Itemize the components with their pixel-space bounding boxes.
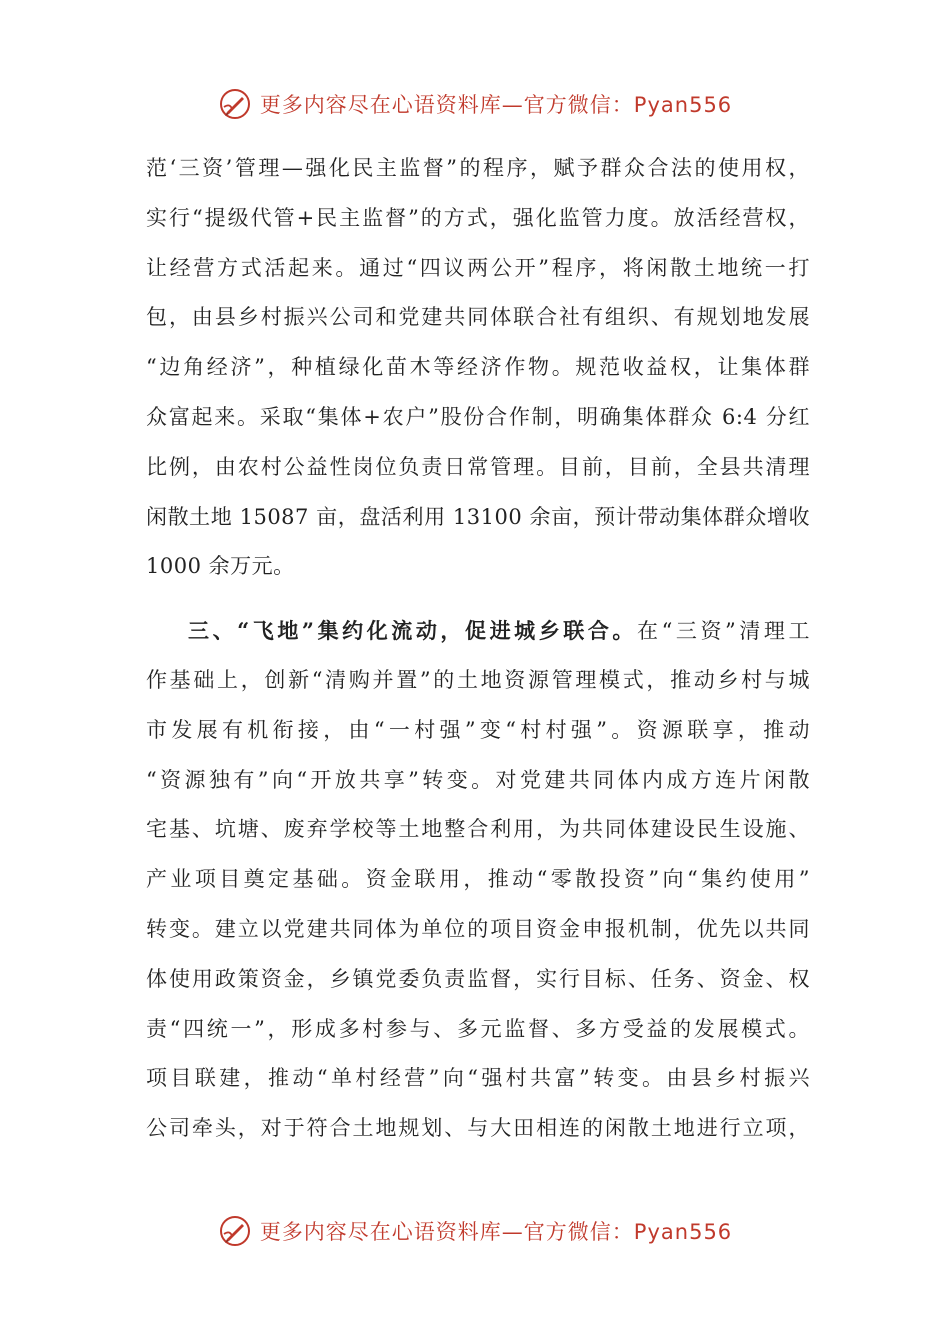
footer-banner	[0, 1211, 950, 1251]
paragraph-2-line: 作基础上，创新“清购并置”的土地资源管理模式，推动乡村与城	[146, 667, 810, 692]
paragraph-2	[146, 606, 810, 1154]
paragraph-1-line: 包，由县乡村振兴公司和党建共同体联合社有组织、有规划地发展	[146, 305, 810, 330]
header-banner-text: 更多内容尽在心语资料库—官方微信：Pyan556	[259, 93, 733, 117]
document-body	[146, 144, 810, 1154]
paragraph-2-first-line	[146, 606, 810, 656]
paragraph-2-first-line-text: 在“三资”清理工	[637, 619, 810, 644]
paragraph-1-line: 范‘三资’管理—强化民主监督”的程序，赋予群众合法的使用权，	[146, 156, 810, 180]
paragraph-2-line: 宅基、坑塘、废弃学校等土地整合利用，为共同体建设民生设施、	[146, 817, 810, 842]
pen-logo-icon	[218, 1214, 252, 1248]
header-banner	[0, 84, 950, 124]
paragraph-2-line: 公司牵头，对于符合土地规划、与大田相连的闲散土地进行立项，	[146, 1116, 810, 1141]
pen-logo-icon	[218, 87, 252, 121]
footer-banner-text: 更多内容尽在心语资料库—官方微信：Pyan556	[259, 1220, 733, 1244]
paragraph-1	[146, 144, 810, 592]
paragraph-2-line: 体使用政策资金，乡镇党委负责监督，实行目标、任务、资金、权	[146, 966, 810, 991]
paragraph-2-line: 产业项目奠定基础。资金联用，推动“零散投资”向“集约使用”	[146, 867, 810, 892]
paragraph-2-line: “资源独有”向“开放共享”转变。对党建共同体内成方连片闲散	[146, 767, 810, 792]
paragraph-2-line: 转变。建立以党建共同体为单位的项目资金申报机制，优先以共同	[146, 916, 810, 941]
paragraph-1-line: “边角经济”，种植绿化苗木等经济作物。规范收益权，让集体群	[146, 355, 810, 380]
paragraph-1-line: 实行“提级代管+民主监督”的方式，强化监管力度。放活经营权，	[146, 205, 810, 230]
paragraph-1-line: 让经营方式活起来。通过“四议两公开”程序，将闲散土地统一打	[146, 255, 810, 280]
paragraph-1-line: 闲散土地 15087 亩，盘活利用 13100 余亩，预计带动集体群众增收	[146, 504, 810, 529]
section-heading: 三、“飞地”集约化流动，促进城乡联合。	[188, 618, 638, 644]
paragraph-spacer	[146, 592, 810, 606]
paragraph-1-line: 1000 余万元。	[146, 554, 295, 579]
paragraph-2-line: 项目联建，推动“单村经营”向“强村共富”转变。由县乡村振兴	[146, 1066, 810, 1091]
paragraph-2-line: 责“四统一”，形成多村参与、多元监督、多方受益的发展模式。	[146, 1016, 810, 1041]
paragraph-1-line: 众富起来。采取“集体+农户”股份合作制，明确集体群众 6:4 分红	[146, 404, 810, 429]
paragraph-1-line: 比例，由农村公益性岗位负责日常管理。目前，目前，全县共清理	[146, 454, 810, 479]
paragraph-2-line: 市发展有机衔接，由“一村强”变“村村强”。资源联享，推动	[146, 717, 810, 742]
